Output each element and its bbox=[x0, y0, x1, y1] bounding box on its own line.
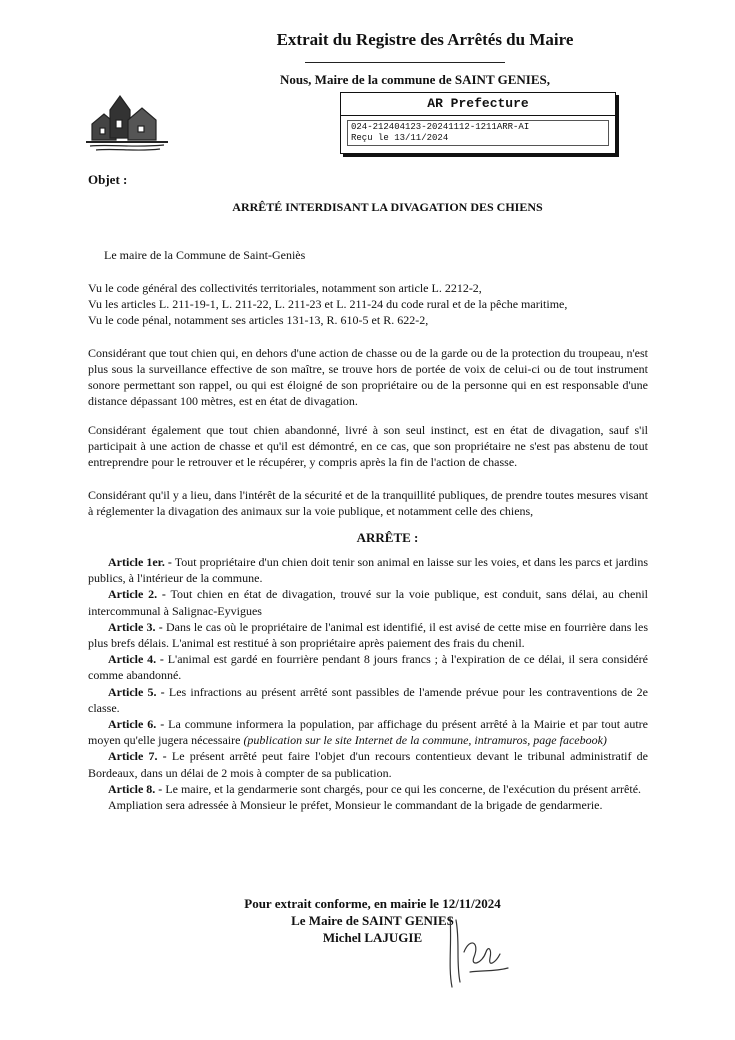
article-item bbox=[88, 586, 648, 618]
article-text: La commune informera la population, par affichage du présent arrêté à la Mairie et par tout autre moyen qu'elle jugera nécessaire bbox=[88, 717, 648, 748]
article-text: Le maire, et la gendarmerie sont chargés, pour ce qui les concerne, de l'exécution du présent arrêté. bbox=[165, 781, 642, 796]
stamp-details bbox=[347, 120, 609, 146]
document-subtitle: Nous, Maire de la commune de SAINT GENIES, bbox=[280, 72, 551, 87]
considerant-paragraph: Considérant que tout chien qui, en dehors d'une action de chasse ou de la garde ou de la protection du troupeau, n'est plus sous la surveillance effective de son maître, se trouve hors de portée de voix de celui-ci ou de tout instrument sonore permettant son rappel, ou qui est éloigné de son propriétaire ou de la personne qui en est responsable d'une distance dépassant 100 mètres, est en état de divagation. bbox=[88, 346, 648, 408]
article-text: Tout chien en état de divagation, trouvé sur la voie publique, est conduit, sans délai, au chenil intercommunal à Salignac-Eyvigues bbox=[88, 587, 648, 618]
article-item bbox=[88, 781, 648, 797]
article-item bbox=[88, 619, 648, 651]
arrete-section-title: ARRÊTE : bbox=[356, 530, 419, 545]
stamp-title: AR Prefecture bbox=[341, 93, 615, 116]
ampliation-line: Ampliation sera adressée à Monsieur le préfet, Monsieur le commandant de la brigade de gendarmerie. bbox=[108, 798, 603, 813]
footer-mayor-name: Michel LAJUGIE bbox=[322, 930, 423, 945]
vu-item: Vu le code pénal, notamment ses articles 131-13, R. 610-5 et R. 622-2, bbox=[88, 313, 429, 327]
article-item bbox=[88, 748, 648, 780]
article-text: Les infractions au présent arrêté sont passibles de l'amende prévue pour les contraventions de 2e classe. bbox=[88, 684, 649, 715]
stamp-received-date: Reçu le 13/11/2024 bbox=[351, 133, 449, 143]
article-item bbox=[88, 684, 648, 716]
signature-block bbox=[0, 895, 735, 946]
arrete-heading: ARRÊTÉ INTERDISANT LA DIVAGATION DES CHIENS bbox=[232, 200, 543, 214]
footer-certification: Pour extrait conforme, en mairie le 12/11/2024 bbox=[244, 896, 501, 911]
articles-list bbox=[88, 554, 648, 813]
article-label: Article 1er. - bbox=[108, 555, 172, 569]
document-title: Extrait du Registre des Arrêtés du Maire bbox=[276, 30, 574, 49]
article-label: Article 5. - bbox=[108, 684, 165, 699]
article-text: Tout propriétaire d'un chien doit tenir son animal en laisse sur les voies, et dans les parcs et jardins publics, à l'intérieur de la commune. bbox=[88, 555, 648, 586]
article-label: Article 8. - bbox=[108, 781, 163, 796]
article-label: Article 7. - bbox=[108, 749, 167, 764]
article-note: (publication sur le site Internet de la commune, intramuros, page facebook) bbox=[243, 733, 607, 748]
prefecture-stamp bbox=[340, 92, 616, 154]
article-item bbox=[88, 716, 648, 748]
article-item bbox=[88, 554, 648, 586]
vu-item: Vu les articles L. 211-19-1, L. 211-22, L. 211-23 et L. 211-24 du code rural et de la pêche maritime, bbox=[88, 297, 568, 311]
article-text: L'animal est gardé en fourrière pendant 8 jours francs ; à l'expiration de ce délai, il sera considéré comme abandonné. bbox=[88, 652, 649, 683]
stamp-reference: 024-212404123-20241112-1211ARR-AI bbox=[351, 122, 530, 132]
article-label: Article 2. - bbox=[108, 587, 166, 602]
article-item bbox=[88, 651, 648, 683]
considerant-paragraph: Considérant également que tout chien abandonné, livré à son seul instinct, est en état de divagation, sauf s'il participait à une action de chasse et qu'il est démontré, en ce cas, que son propriétaire ne s'est pas abstenu de tout entreprendre pour le retrouver et le récupérer, y compris après la fin de l'action de chasse. bbox=[88, 423, 648, 469]
article-label: Article 3. - bbox=[108, 619, 163, 634]
title-underline bbox=[305, 62, 505, 63]
vu-list bbox=[88, 280, 648, 328]
vu-item: Vu le code général des collectivités territoriales, notamment son article L. 2212-2, bbox=[88, 281, 482, 295]
objet-label: Objet : bbox=[88, 172, 128, 187]
village-church-drawing-icon bbox=[82, 90, 172, 160]
considerant-paragraph: Considérant qu'il y a lieu, dans l'intérêt de la sécurité et de la tranquillité publiques, de prendre toutes mesures visant à réglementer la divagation des animaux sur la voie publique, et notamment celle des chiens, bbox=[88, 488, 648, 518]
handwritten-signature-icon bbox=[430, 912, 520, 992]
article-label: Article 6. - bbox=[108, 717, 165, 732]
article-text: Dans le cas où le propriétaire de l'animal est identifié, il est avisé de cette mise en fourrière dans les plus brefs délais. L'animal est restitué à son propriétaire après paiement des frais du chenil. bbox=[88, 619, 648, 651]
article-label: Article 4. - bbox=[108, 652, 164, 667]
article-text: Le présent arrêté peut faire l'objet d'un recours contentieux devant le tribunal administratif de Bordeaux, dans un délai de 2 mois à compter de sa publication. bbox=[88, 749, 648, 780]
footer-mayor-title: Le Maire de SAINT GENIES bbox=[291, 913, 454, 928]
intro-line: Le maire de la Commune de Saint-Geniès bbox=[104, 248, 306, 262]
